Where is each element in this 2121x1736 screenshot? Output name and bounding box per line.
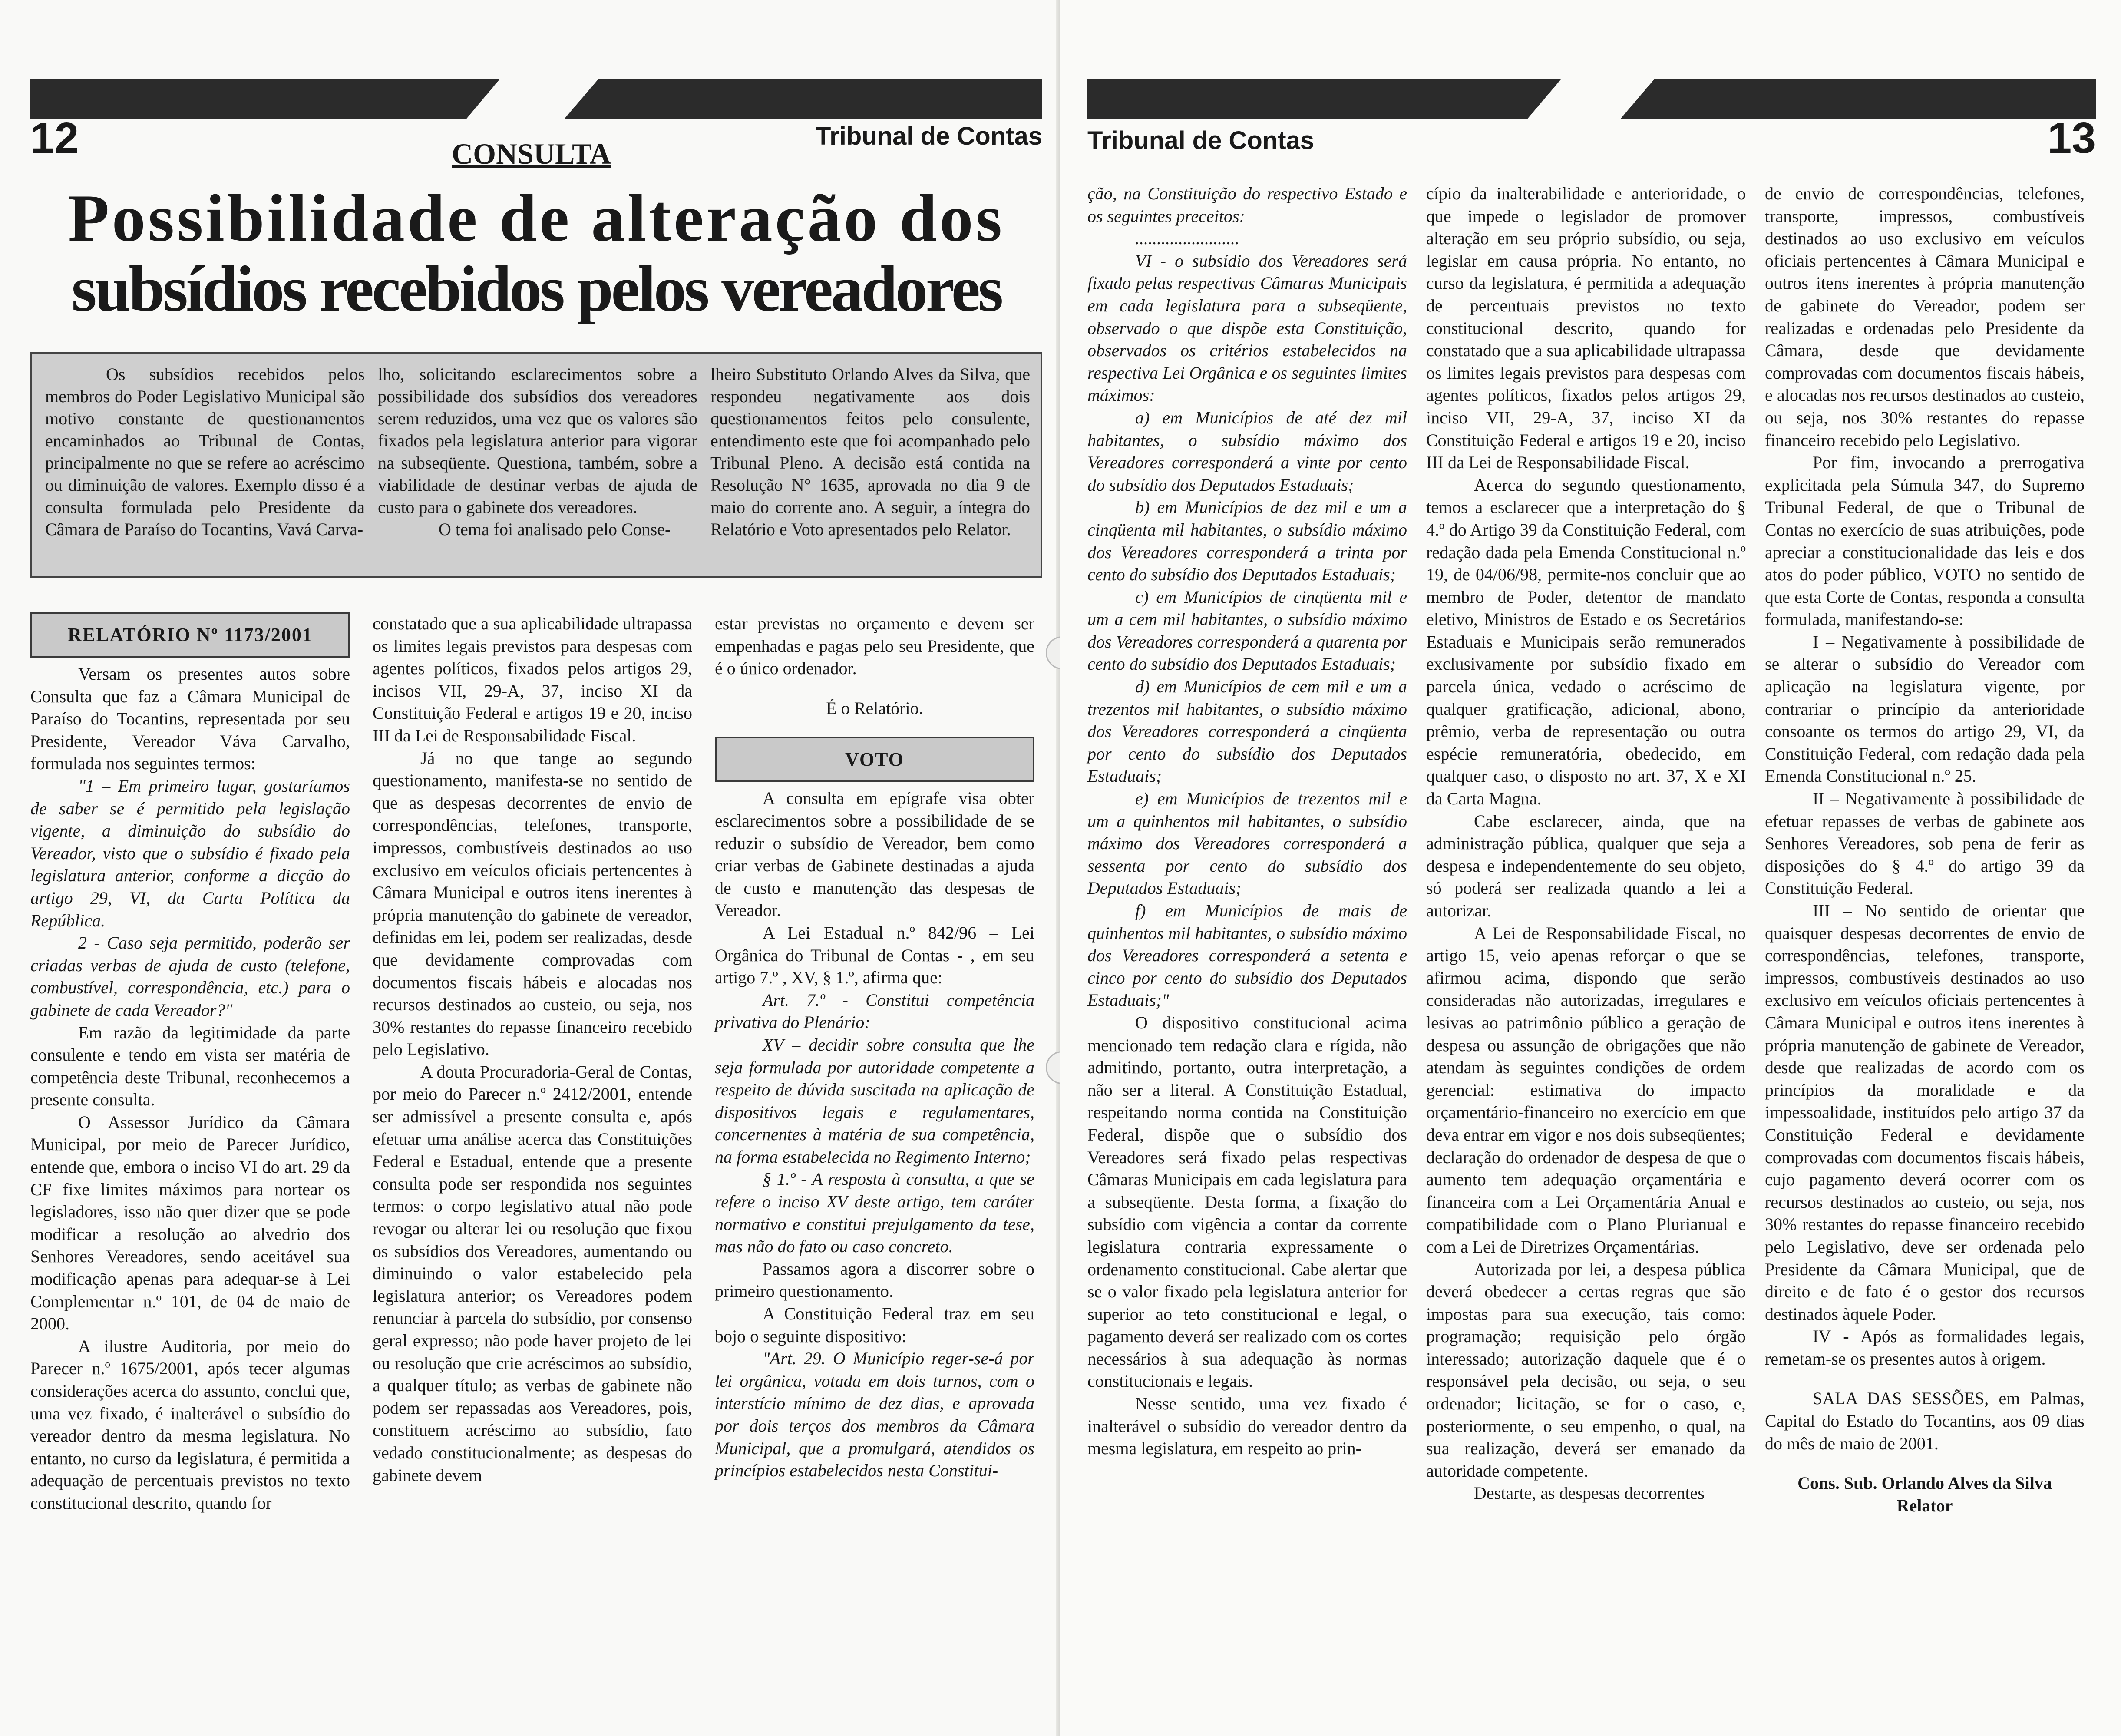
header-bar-left	[1087, 79, 1561, 119]
page-number: 13	[2047, 114, 2096, 162]
column-1	[1087, 182, 1407, 1460]
signature-role: Relator	[1896, 1495, 1953, 1515]
column-2	[373, 612, 692, 1486]
paragraph: O dispositivo constitucional acima mencionado tem redação clara e rígida, não admitindo, portanto, outra interpretação, a não ser a literal. A Constituição Estadual, respeitando norma contida na Constituição Federal, dispõe que o subsídio dos Vereadores será fixado pelas respectivas Câmaras Municipais em cada legislatura para a subseqüente. Desta forma, a fixação do subsídio com vigência a contar da corrente legislatura contraria expressamente o ordenamento constitucional. Cabe alertar que se o valor fixado pela legislatura anterior for superior ao teto constitucional e legal, o pagamento deverá ser realizado com os cortes necessários à sua adequação às normas constitucionais e legais.	[1087, 1012, 1407, 1391]
paragraph: Cabe esclarecer, ainda, que na administração pública, qualquer que seja a despesa e independentemente do seu objeto, só poderá ser realizada quando a lei a autorizar.	[1426, 811, 1746, 920]
paragraph: A douta Procuradoria-Geral de Contas, por meio do Parecer n.º 2412/2001, entende ser admissível a presente consulta e, após efetuar uma análise acerca das Constituições Federal e Estadual, entende que a presente consulta pode ser respondida nos seguintes termos: o corpo legislativo atual não pode revogar ou alterar lei ou resolução que fixou os subsídios dos Vereadores, aumentando ou diminuindo o valor estabelecido pela legislatura anterior; os Vereadores podem renunciar à parcela do subsídio, por consenso geral expresso; não pode haver projeto de lei ou resolução que crie acréscimos ao subsídio, a qualquer título; as verbas de gabinete não podem ser repassadas aos Vereadores, pois, constituem acréscimo ao subsídio, fato vedado constitucionalmente; as despesas do gabinete devem	[373, 1061, 692, 1485]
paragraph: IV - Após as formalidades legais, remetam-se os presentes autos à origem.	[1765, 1326, 2085, 1369]
column-3	[1765, 182, 2085, 1517]
right-page	[1060, 0, 2121, 1736]
paragraph: A Constituição Federal traz em seu bojo o seguinte dispositivo:	[715, 1304, 1034, 1346]
paragraph: Em razão da legitimidade da parte consulente e tendo em vista ser matéria de competência deste Tribunal, reconhecemos a presente consulta.	[30, 1022, 350, 1110]
quote-paragraph: 2 - Caso seja permitido, poderão ser criadas verbas de ajuda de custo (telefone, combustível, correspondência, etc.) para o gabinete de cada Vereador?"	[30, 933, 350, 1020]
quote-paragraph: e) em Municípios de trezentos mil e um a quinhentos mil habitantes, o subsídio máximo dos Vereadores corresponderá a sessenta por cento do subsídio dos Deputados Estaduais;	[1087, 789, 1407, 898]
paragraph: Destarte, as despesas decorrentes	[1474, 1483, 1705, 1503]
voto-heading: VOTO	[715, 737, 1034, 782]
closing-paragraph: SALA DAS SESSÕES, em Palmas, Capital do Estado do Tocantins, aos 09 dias do mês de maio de 2001.	[1765, 1389, 2085, 1453]
paragraph: III – No sentido de orientar que quaisquer despesas decorrentes de envio de correspondências, telefones, transporte, impressos, combustíveis destinados ao uso exclusivo em veículos oficiais pertencentes à Câmara Municipal e outros itens inerentes à própria manutenção de gabinete de Vereador, desde que realizadas de acordo com os princípios da moralidade e da impessoalidade, instituídos pelo artigo 37 da Constituição Federal e devidamente comprovadas com documentos fiscais hábeis, cujo pagamento deverá ocorrer com os recursos destinados ao custeio, ou seja, nos 30% restantes do repasse financeiro recebido pelo Legislativo, deve ser ordenada pelo Presidente da Câmara Municipal, que de direito e de fato é o gestor dos recursos destinados àquele Poder.	[1765, 901, 2085, 1324]
column-3	[715, 612, 1034, 1482]
signature-name: Cons. Sub. Orlando Alves da Silva	[1797, 1473, 2052, 1493]
paragraph: II – Negativamente à possibilidade de efetuar repasses de verbas de gabinete aos Senhores Vereadores, sob pena de ferir as disposições do § 4.º do artigo 39 da Constituição Federal.	[1765, 789, 2085, 898]
quote-paragraph: b) em Municípios de dez mil e um a cinqüenta mil habitantes, o subsídio máximo dos Vereadores corresponderá a trinta por cento do subsídio dos Deputados Estaduais;	[1087, 497, 1407, 585]
quote-paragraph: "1 – Em primeiro lugar, gostaríamos de saber se é permitido pela legislação vigente, a diminuição do subsídio do Vereador, visto que o subsídio é fixado pela legislatura anterior, conforme a dicção do artigo 29, VI, da Carta Política da República.	[30, 776, 350, 930]
lead-col-2-a: lho, solicitando esclarecimentos sobre a possibilidade dos subsídios dos vereadores serem reduzidos, uma vez que os valores são fixados pela legislatura anterior para vigorar na subseqüente. Questiona, também, sobre a viabilidade de destinar verbas de ajuda de custo para o gabinete dos vereadores.	[378, 364, 697, 517]
end-of-report: É o Relatório.	[826, 698, 923, 718]
quote-paragraph: ção, na Constituição do respectivo Estado e os seguintes preceitos:	[1087, 184, 1407, 226]
paragraph: cípio da inalterabilidade e anterioridade, o que impede o legislador de promover alteração em seu próprio subsídio, ou seja, legislar em causa própria. No entanto, no curso da legislatura, é permitida a adequação de percentuais previstos no texto constitucional descrito, quando for constatado que a sua aplicabilidade ultrapassa os limites legais previstos para despesas com agentes políticos, fixados pelos artigos 29, inciso VII, 29-A, 37, inciso XI da Constituição Federal e artigos 19 e 20, inciso III da Lei de Responsabilidade Fiscal.	[1426, 184, 1746, 473]
lead-col-2-b: O tema foi analisado pelo Conse-	[439, 519, 671, 539]
paragraph: A consulta em epígrafe visa obter esclarecimentos sobre a possibilidade de se reduzir o subsídio de Vereador, bem como criar verbas de Gabinete destinadas a ajuda de custo e manutenção das despesas de Vereador.	[715, 788, 1034, 920]
paragraph: de envio de correspondências, telefones, transporte, impressos, combustíveis destinados ao uso exclusivo em veículos oficiais pertencentes à Câmara Municipal e outros itens inerentes à própria manutenção de gabinete do Vereador, podem ser realizadas e ordenadas pelo Presidente da Câmara, desde que devidamente comprovadas com documentos fiscais hábeis, e alocadas nos recursos destinados ao custeio, ou seja, nos 30% restantes do repasse financeiro recebido pelo Legislativo.	[1765, 184, 2085, 450]
paragraph: constatado que a sua aplicabilidade ultrapassa os limites legais previstos para despesas com agentes políticos, fixados pelos artigos 29, incisos VII, 29-A, 37, inciso XI da Constituição Federal e artigos 19 e 20, inciso III da Lei de Responsabilidade Fiscal.	[373, 614, 692, 745]
lead-col-2	[378, 363, 697, 540]
column-2	[1426, 182, 1746, 1505]
quote-paragraph: § 1.º - A resposta à consulta, a que se refere o inciso XV deste artigo, tem caráter normativo e constitui prejulgamento da tese, mas não do fato ou caso concreto.	[715, 1169, 1034, 1257]
paragraph: Já no que tange ao segundo questionamento, manifesta-se no sentido de que as despesas decorrentes de envio de correspondências, telefones, transporte, impressos, combustíveis destinados ao uso exclusivo em veículos oficiais pertencentes à Câmara Municipal e outros itens inerentes à própria manutenção do gabinete de vereador, definidas em lei, podem ser realizadas, desde que devidamente comprovadas com documentos fiscais hábeis e alocadas nos recursos destinados ao custeio, ou seja, nos 30% restantes do repasse financeiro recebido pelo Legislativo.	[373, 748, 692, 1059]
paragraph: Versam os presentes autos sobre Consulta que faz a Câmara Municipal de Paraíso do Tocantins, representada por seu Presidente, Vereador Váva Carvalho, formulada nos seguintes termos:	[30, 664, 350, 774]
lead-col-3: lheiro Substituto Orlando Alves da Silva, que respondeu negativamente aos dois questionamentos feitos pelo consulente, entendimento este que foi acompanhado pelo Tribunal Pleno. A decisão está contida na Resolução N° 1635, aprovada no dia 9 de maio do corrente ano. A seguir, a íntegra do Relatório e Voto apresentados pelo Relator.	[710, 364, 1030, 539]
paragraph: Por fim, invocando a prerrogativa explicitada pela Súmula 347, do Supremo Tribunal Federal, de que o Tribunal de Contas no exercício de suas atribuições, pode apreciar a constitucionalidade das leis e dos atos do poder público, VOTO no sentido de que esta Corte de Contas, responda a consulta formulada, manifestando-se:	[1765, 453, 2085, 629]
quote-paragraph: d) em Municípios de cem mil e um a trezentos mil habitantes, o subsídio máximo dos Vereadores corresponderá a cinqüenta por cento do subsídio dos Deputados Estaduais;	[1087, 677, 1407, 786]
quote-ellipsis: ........................	[1135, 228, 1239, 248]
relatorio-heading: RELATÓRIO Nº 1173/2001	[30, 612, 350, 658]
header-bar-right	[565, 79, 1042, 119]
quote-paragraph: XV – decidir sobre consulta que lhe seja formulada por autoridade competente a respeito de dúvida suscitada na aplicação de dispositivos legais e regulamentares, concernentes à matéria de sua competência, na forma estabelecida no Regimento Interno;	[715, 1035, 1034, 1167]
quote-paragraph: c) em Municípios de cinqüenta mil e um a cem mil habitantes, o subsídio máximo dos Vereadores corresponderá a quarenta por cento do subsídio dos Deputados Estaduais;	[1087, 587, 1407, 674]
column-1	[30, 612, 350, 1514]
quote-paragraph: a) em Municípios de até dez mil habitantes, o subsídio máximo dos Vereadores corresponderá a vinte por cento do subsídio dos Deputados Estaduais;	[1087, 407, 1407, 495]
paragraph: O Assessor Jurídico da Câmara Municipal, por meio de Parecer Jurídico, entende que, embora o inciso VI do art. 29 da CF fixe limites máximos para nortear os legisladores, isso não quer dizer que se pode modificar a resolução ao alvedrio dos Senhores Vereadores, sendo aceitável sua modificação apenas para adequar-se à Lei Complementar n.º 101, de 04 de maio de 2000.	[30, 1112, 350, 1334]
quote-paragraph: "Art. 29. O Município reger-se-á por lei orgânica, votada em dois turnos, com o interstício mínimo de dez dias, e aprovada por dois terços dos membros da Câmara Municipal, que a promulgará, atendidos os princípios estabelecidos nesta Constitui-	[715, 1349, 1034, 1481]
paragraph: A ilustre Auditoria, por meio do Parecer n.º 1675/2001, após tecer algumas considerações acerca do assunto, conclui que, uma vez fixado, é inalterável o subsídio do vereador dentro da mesma legislatura. No entanto, no curso da legislatura, é permitida a adequação de percentuais previstos no texto constitucional descrito, quando for	[30, 1336, 350, 1513]
header-bar-left	[30, 79, 499, 119]
quote-paragraph: Art. 7.º - Constitui competência privativa do Plenário:	[715, 990, 1034, 1032]
paragraph: A Lei de Responsabilidade Fiscal, no artigo 15, veio apenas reforçar o que se afirmou acima, dispondo que serão consideradas não autorizadas, irregulares e lesivas ao patrimônio público a geração de despesa ou assunção de obrigações que não atendam às seguintes condições de ordem gerencial: estimativa do impacto orçamentário-financeiro no exercício em que deva entrar em vigor e nos dois subseqüentes; declaração do ordenador de despesa de que o aumento tem adequação orçamentária e financeira com a Lei Orçamentária Anual e compatibilidade com o Plano Plurianual e com a Lei de Diretrizes Orçamentárias.	[1426, 923, 1746, 1257]
paragraph: Autorizada por lei, a despesa pública deverá obedecer a certas regras que são impostas para sua execução, tais como: programação; requisição pelo órgão interessado; autorização daquele que é o responsável pela decisão, ou seja, o seu ordenador; licitação, se for o caso, e, posteriormente, o seu empenho, o qual, na sua realização, deverá ser emanado da autoridade competente.	[1426, 1259, 1746, 1481]
quote-paragraph: f) em Municípios de mais de quinhentos mil habitantes, o subsídio máximo dos Vereadores corresponderá a setenta e cinco por cento do subsídio dos Deputados Estaduais;"	[1087, 901, 1407, 1010]
running-head: Tribunal de Contas	[815, 122, 1042, 150]
paragraph: Passamos agora a discorrer sobre o primeiro questionamento.	[715, 1259, 1034, 1301]
left-page	[0, 0, 1060, 1736]
header-bar-right	[1621, 79, 2096, 119]
section-kicker: CONSULTA	[452, 137, 611, 170]
paragraph: I – Negativamente à possibilidade de se alterar o subsídio do Vereador com aplicação na legislatura vigente, por contrariar o princípio da anterioridade consoante os termos do artigo 29, VI, da Constituição Federal, com redação dada pela Emenda Constitucional n.º 25.	[1765, 632, 2085, 786]
headline-line-2: subsídios recebidos pelos vereadores	[71, 253, 1001, 325]
headline-line-1: Possibilidade de alteração dos	[68, 181, 1005, 255]
page-number: 12	[30, 114, 79, 162]
lead-col-1: Os subsídios recebidos pelos membros do Poder Legislativo Municipal são motivo constante de questionamentos encaminhados ao Tribunal de Contas, principalmente no que se refere ao acréscimo ou diminuição de valores. Exemplo disso é a consulta formulada pelo Presidente da Câmara de Paraíso do Tocantins, Vavá Carva-	[45, 364, 365, 539]
quote-paragraph: VI - o subsídio dos Vereadores será fixado pelas respectivas Câmaras Municipais em cada legislatura para a subseqüente, observado o que dispõe esta Constituição, observados os critérios estabelecidos na respectiva Lei Orgânica e os seguintes limites máximos:	[1087, 251, 1407, 405]
paragraph: estar previstas no orçamento e devem ser empenhadas e pagas pelo seu Presidente, que é o único ordenador.	[715, 614, 1034, 678]
lead-box	[30, 352, 1042, 578]
running-head: Tribunal de Contas	[1087, 126, 1315, 155]
paragraph: Nesse sentido, uma vez fixado é inalterável o subsídio do vereador dentro da mesma legislatura, em respeito ao prin-	[1087, 1394, 1407, 1458]
paragraph: Acerca do segundo questionamento, temos a esclarecer que a interpretação do § 4.º do Artigo 39 da Constituição Federal, com redação dada pela Emenda Constitucional n.º 19, de 04/06/98, permite-nos concluir que ao membro de Poder, detentor de mandato eletivo, Ministros de Estado e os Secretários Estaduais e Municipais serão remunerados exclusivamente por subsídio fixado em parcela única, vedado o acréscimo de qualquer gratificação, adicional, abono, prêmio, verba de representação ou outra espécie remuneratória, obedecido, em qualquer caso, o disposto no art. 37, X e XI da Carta Magna.	[1426, 475, 1746, 809]
paragraph: A Lei Estadual n.º 842/96 – Lei Orgânica do Tribunal de Contas - , em seu artigo 7.º , XV, § 1.º, afirma que:	[715, 923, 1034, 988]
